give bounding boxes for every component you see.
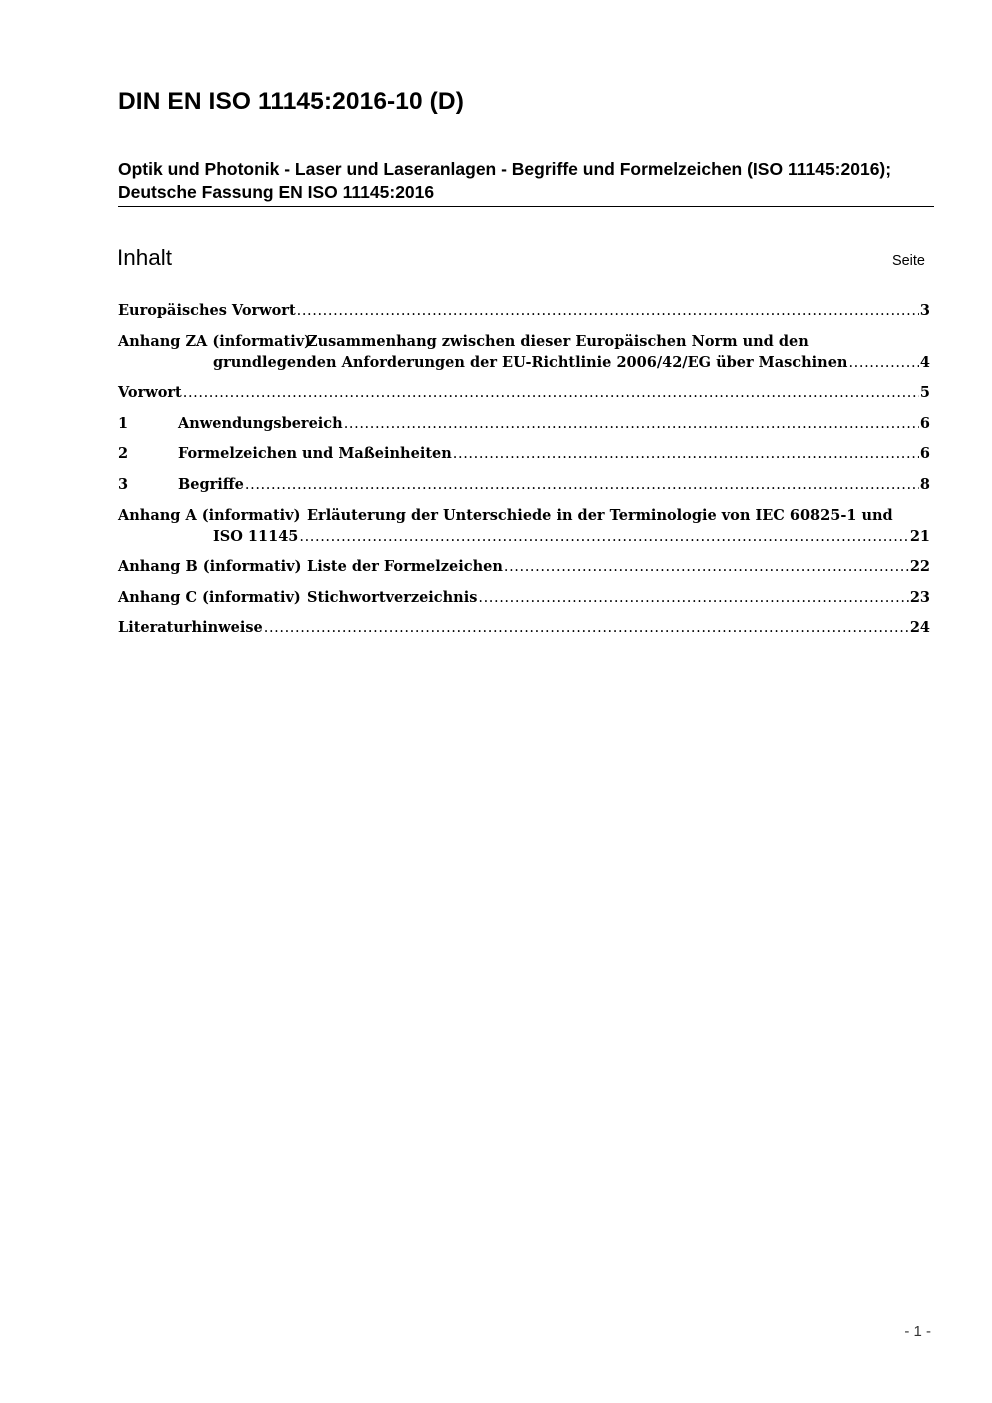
toc-annex-label: Anhang B (informativ) [118, 558, 302, 575]
toc-entry-text: Zusammenhang zwischen dieser Europäischen Norm und den [307, 333, 809, 350]
toc-entry-text: Erläuterung der Unterschiede in der Terminologie von IEC 60825-1 und [307, 507, 893, 524]
toc-leader-dots [299, 526, 908, 548]
toc-leader-dots [453, 443, 919, 465]
toc-annex-label: Anhang ZA (informativ) [118, 333, 312, 350]
toc-heading: Inhalt [117, 245, 173, 270]
toc-page-number: 22 [909, 558, 930, 575]
toc-leader-dots [245, 474, 919, 496]
toc-entry-vorwort[interactable] [118, 382, 930, 404]
toc-annex-label: Anhang C (informativ) [118, 589, 301, 606]
toc-entry-formelzeichen[interactable] [118, 443, 930, 465]
toc-section-number: 1 [118, 415, 129, 432]
toc-page-number: 21 [909, 528, 930, 545]
toc-entry-text: Europäisches Vorwort [118, 302, 296, 319]
toc-section-number: 3 [118, 476, 129, 493]
toc-page-number: 6 [919, 445, 930, 462]
toc-entry-begriffe[interactable] [118, 474, 930, 496]
toc-entry-text: Vorwort [118, 384, 182, 401]
toc-page-label: Seite [891, 253, 925, 269]
toc-entry-anhang-b[interactable] [118, 556, 930, 578]
toc-annex-label: Anhang A (informativ) [118, 507, 301, 524]
page-number-footer: - 1 - [904, 1323, 931, 1340]
toc-leader-dots [504, 556, 909, 578]
document-title: DIN EN ISO 11145:2016-10 (D) [118, 88, 464, 115]
toc-entry-literaturhinweise[interactable] [118, 617, 930, 639]
toc-entry-text: Stichwortverzeichnis [307, 589, 478, 606]
toc-entry-text: Begriffe [178, 476, 244, 493]
toc-entry-europaeisches-vorwort[interactable] [118, 300, 930, 322]
toc-leader-dots [478, 587, 908, 609]
toc-leader-dots [183, 382, 919, 404]
toc-page-number: 23 [909, 589, 930, 606]
toc-entry-text-continued: grundlegenden Anforderungen der EU-Richtlinie 2006/42/EG über Maschinen [213, 354, 848, 371]
toc-page-number: 24 [909, 619, 930, 636]
toc-entry-text-continued: ISO 11145 [213, 528, 299, 545]
document-subtitle: Optik und Photonik - Laser und Laseranlagen - Begriffe und Formelzeichen (ISO 11145:2016); Deutsche Fassung EN ISO 11145:2016 [118, 159, 892, 202]
toc-entry-text: Anwendungsbereich [178, 415, 343, 432]
toc-page-number: 5 [919, 384, 930, 401]
toc-entry-text: Literaturhinweise [118, 619, 263, 636]
toc-entry-text: Formelzeichen und Maßeinheiten [178, 445, 452, 462]
toc-page-number: 3 [919, 302, 930, 319]
toc-page-number: 8 [919, 476, 930, 493]
toc-entry-anhang-a[interactable] [118, 505, 930, 548]
toc-entry-text: Liste der Formelzeichen [307, 558, 503, 575]
toc-entry-anwendungsbereich[interactable] [118, 413, 930, 435]
toc-leader-dots [297, 300, 919, 322]
toc-section-number: 2 [118, 445, 129, 462]
toc-page-number: 4 [919, 354, 930, 371]
toc-leader-dots [848, 352, 918, 374]
subtitle-divider [118, 206, 934, 207]
toc-entry-anhang-za[interactable] [118, 331, 930, 374]
toc-entry-anhang-c[interactable] [118, 587, 930, 609]
toc-leader-dots [344, 413, 919, 435]
toc-leader-dots [264, 617, 909, 639]
toc-page-number: 6 [919, 415, 930, 432]
